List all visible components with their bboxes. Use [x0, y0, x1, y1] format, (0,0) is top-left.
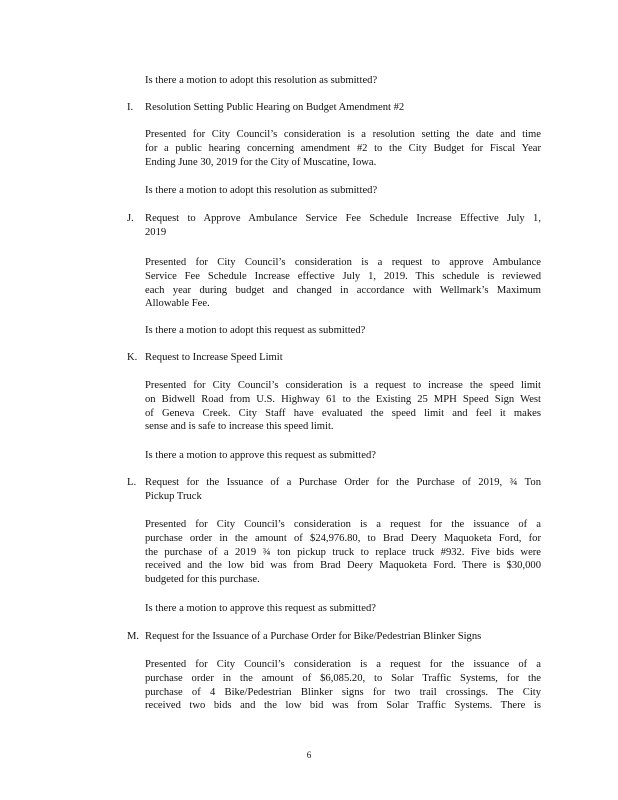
text-line: purchase order in the amount of $6,085.20, to Solar Traffic Systems, for the: [145, 672, 541, 684]
item-heading: [145, 630, 541, 644]
text-line: Request for the Issuance of a Purchase Order for Bike/Pedestrian Blinker Signs: [145, 631, 482, 642]
item-heading: [145, 212, 541, 240]
text-line: for a public hearing concerning amendment #2 to the City Budget for Fiscal Year: [145, 142, 541, 154]
page-number: 6: [306, 750, 312, 760]
text-line: Request for the Issuance of a Purchase Order for the Purchase of 2019, ¾ Ton: [145, 477, 541, 488]
motion-question: [145, 449, 541, 463]
item-heading: [145, 476, 541, 504]
text-line: Ending June 30, 2019 for the City of Muscatine, Iowa.: [145, 156, 377, 168]
text-line: Is there a motion to approve this request as submitted?: [145, 450, 376, 461]
item-heading: [145, 351, 541, 365]
body-paragraph: [145, 256, 541, 311]
body-paragraph: [145, 518, 541, 587]
text-line: Pickup Truck: [145, 490, 202, 502]
text-line: 2019: [145, 226, 167, 238]
text-line: purchase order in the amount of $24,976.80, to Brad Deery Maquoketa Ford, for: [145, 532, 541, 544]
text-line: received two bids and the low bid was from Solar Traffic Systems. There is: [145, 700, 541, 712]
motion-question: [145, 74, 541, 88]
text-line: sense and is safe to increase this speed limit.: [145, 421, 334, 433]
text-line: purchase of 4 Bike/Pedestrian Blinker signs for two trail crossings. The City: [145, 686, 541, 698]
body-paragraph: [145, 379, 541, 434]
text-line: Presented for City Council’s consideration is a request to approve Ambulance: [145, 257, 541, 268]
text-line: Service Fee Schedule Increase effective July 1, 2019. This schedule is reviewed: [145, 270, 541, 282]
text-line: Presented for City Council’s consideration is a request for the issuance of a: [145, 519, 541, 530]
item-marker: L.: [127, 477, 137, 488]
text-line: Request to Increase Speed Limit: [145, 352, 283, 363]
text-line: received and the low bid was from Brad Deery Maquoketa Ford. There is $30,000: [145, 560, 541, 572]
text-line: Presented for City Council’s consideration is a request to increase the speed limit: [145, 380, 541, 391]
text-line: Presented for City Council’s consideration is a resolution setting the date and time: [145, 129, 541, 140]
text-line: Is there a motion to adopt this resolution as submitted?: [145, 75, 378, 86]
motion-question: [145, 184, 541, 198]
body-paragraph: [145, 128, 541, 169]
motion-question: [145, 602, 541, 616]
text-line: Is there a motion to adopt this resolution as submitted?: [145, 185, 378, 196]
text-line: on Bidwell Road from U.S. Highway 61 to the Existing 25 MPH Speed Sign West: [145, 393, 541, 405]
text-line: Presented for City Council’s consideration is a request for the issuance of a: [145, 659, 541, 670]
text-line: the purchase of a 2019 ¾ ton pickup truck to replace truck #932. Five bids were: [145, 546, 541, 558]
text-line: Allowable Fee.: [145, 298, 210, 310]
text-line: Resolution Setting Public Hearing on Budget Amendment #2: [145, 102, 405, 113]
item-heading: [145, 101, 541, 115]
item-marker: I.: [127, 102, 134, 113]
item-marker: M.: [127, 631, 140, 642]
item-marker: J.: [127, 213, 134, 224]
text-line: each year during budget and changed in accordance with Wellmark’s Maximum: [145, 284, 541, 296]
text-line: Request to Approve Ambulance Service Fee Schedule Increase Effective July 1,: [145, 213, 541, 224]
body-paragraph: [145, 658, 541, 713]
text-line: budgeted for this purchase.: [145, 574, 260, 586]
item-marker: K.: [127, 352, 138, 363]
text-line: Is there a motion to adopt this request as submitted?: [145, 325, 366, 336]
text-line: of Geneva Creek. City Staff have evaluated the speed limit and feel it makes: [145, 407, 541, 419]
motion-question: [145, 324, 541, 338]
text-line: Is there a motion to approve this request as submitted?: [145, 603, 376, 614]
